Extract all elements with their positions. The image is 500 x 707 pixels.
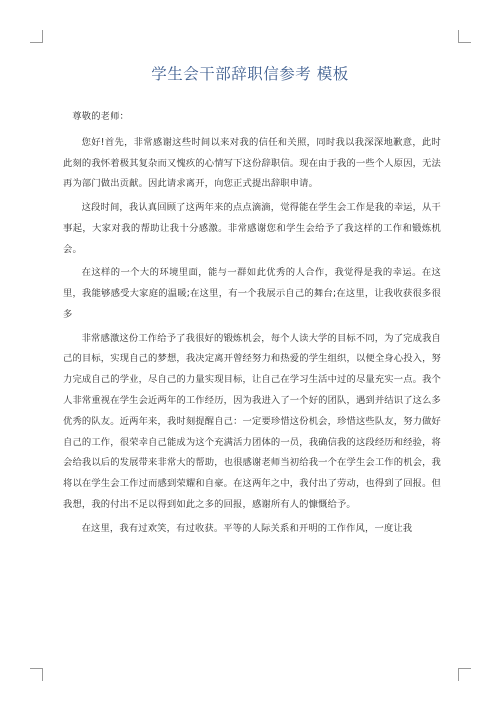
letter-body bbox=[63, 107, 441, 542]
crop-mark-bottom-right bbox=[458, 668, 471, 681]
paragraph-1: 您好!首先，非常感谢这些时间以来对我的信任和关照，同时我以我深深地歉意，此时此刻的我怀着极其复杂而又愧疚的心情写下这份辞职信。现在由于我的一些个人原因，无法再为部门做出贡献。因此请求离开，向您正式提出辞职申请。 bbox=[63, 136, 441, 190]
paragraph-2: 这段时间，我认真回顾了这两年来的点点滴滴，觉得能在学生会工作是我的幸运，从干事起，大家对我的帮助让我十分感激。非常感谢您和学生会给予了我这样的工作和锻炼机会。 bbox=[63, 202, 441, 255]
paragraph-3: 在这样的一个大的环境里面，能与一群如此优秀的人合作，我觉得是我的幸运。在这里，我能够感受大家庭的温暖;在这里，有一个我展示自己的舞台;在这里，让我收获很多很多 bbox=[63, 267, 441, 320]
crop-mark-top-left bbox=[30, 30, 43, 43]
document-title: 学生会干部辞职信参考 模板 bbox=[151, 65, 349, 83]
crop-mark-bottom-left bbox=[30, 668, 43, 681]
salutation: 尊敬的老师： bbox=[72, 111, 129, 122]
paragraph-5: 在这里，我有过欢笑，有过收获。平等的人际关系和开明的工作作风，一度让我 bbox=[81, 522, 413, 534]
paragraph-4: 非常感激这份工作给予了我很好的锻炼机会，每个人读大学的目标不同，为了完成我自己的目标，实现自己的梦想，我决定离开曾经努力和热爱的学生组织，以便全身心投入，努力完成自己的学业，尽自己的力量实现目标，让自己在学习生活中过的尽量充实一点。我个人非常重视在学生会近两年的工作经历，因为我进入了一个好的团队，遇到并结识了这么多优秀的队友。近两年来，我时刻提醒自己：一定要珍惜这份机会，珍惜这些队友，努力做好自己的工作，很荣幸自己能成为这个充满活力团体的一员，我确信我的这段经历和经验，将会给我以后的发展带来非常大的帮助，也很感谢老师当初给我一个在学生会工作的机会，我将以在学生会工作过而感到荣耀和自豪。在这两年之中，我付出了劳动，也得到了回报。但我想，我的付出不足以得到如此之多的回报，感谢所有人的慷慨给予。 bbox=[63, 332, 441, 511]
crop-mark-top-right bbox=[458, 30, 471, 43]
